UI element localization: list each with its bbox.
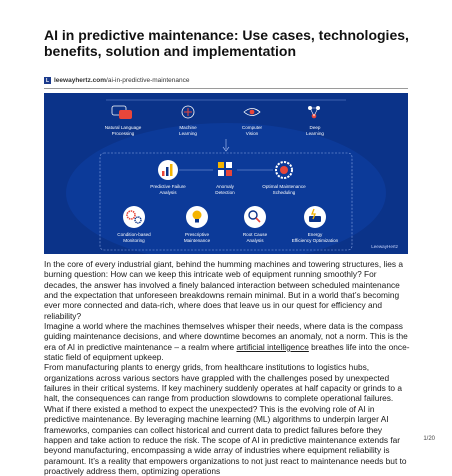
paragraph-1: In the core of every industrial giant, behind the humming machines and towering structures, lies a burning question: How can we keep this intricate web of equipment running smoothly? For decades, the answer has involved a finely balanced interaction between scheduled maintenance and the expectation that unforeseen breakdowns remain minimal. But in a world that’s becoming ever more connected and data-rich, where does that leave us in our quest for efficiency and reliability? xyxy=(44,259,403,321)
tech-4-line2: Learning xyxy=(306,131,324,136)
tech-2-line2: Learning xyxy=(179,131,197,136)
paragraph-2-end: breathes life into the once-static field of equipment upkeep. xyxy=(44,341,410,363)
tech-1-line2: Processing xyxy=(111,131,135,136)
tech-3-line1: Computer xyxy=(241,125,263,130)
title-divider xyxy=(44,88,408,89)
energy-icon xyxy=(304,206,326,228)
paragraph-2 xyxy=(44,321,410,362)
lightbulb-icon xyxy=(186,206,208,228)
outcome-2-line1: Prescriptive xyxy=(185,232,209,237)
tech-3-line2: Vision xyxy=(245,131,259,136)
paragraph-3: From manufacturing plants to energy grids, from healthcare institutions to logistics hubs, organizations across various sectors have grappled with the challenges posed by unexpected failures in their critical systems. If key machinery suddenly operates at half capacity or grinds to a halt, the consequences can range from production slowdowns to complete operational failures. xyxy=(44,362,403,404)
tech-4-line1: Deep xyxy=(309,125,321,130)
outcome-2-line2: Maintenance xyxy=(183,238,211,243)
article-body xyxy=(44,259,410,476)
site-logo-icon: L xyxy=(45,77,50,84)
magnifier-icon xyxy=(244,206,266,228)
paragraph-2-start: Imagine a world where the machines themselves whisper their needs, where data is the compass guiding maintenance decisions, and where downtime becomes an anomaly, not a norm. This is the era of AI in predictive maintenance – a realm where xyxy=(44,321,408,352)
paragraph-4: What if there existed a method to expect the unexpected? This is the evolving role of AI in predictive maintenance. By leveraging machine learning (ML) algorithms to underpin larger AI frameworks, companies can collect historical and current data to predict failures before they happen and take action to reduce the risk. The scope of AI in predictive maintenance extends far beyond manufacturing, encompassing a wide array of industries where equipment reliability is paramount. It’s a reality that empowers organizations to not just react to maintenance needs but to proactively address them, optimizing operations xyxy=(44,403,407,476)
chart-icon xyxy=(158,160,178,180)
artificial-intelligence-link[interactable]: artificial intelligence xyxy=(236,341,309,352)
gears-icon xyxy=(123,206,145,228)
outcome-3-line2: Analysis xyxy=(246,238,264,243)
page-number: 1/20 xyxy=(423,436,435,442)
outcome-3-line1: Root Cause xyxy=(242,232,268,237)
process-1-line2: Analysis xyxy=(159,190,177,195)
source-path[interactable]: /ai-in-predictive-maintenance xyxy=(106,77,190,84)
outcome-4-line1: Energy xyxy=(307,232,323,237)
process-3-line1: Optimal Maintenance xyxy=(262,184,306,189)
process-2-line2: Detection xyxy=(215,190,235,195)
page-title: AI in predictive maintenance: Use cases, technologies, benefits, solution and implementation xyxy=(44,27,409,59)
source-host[interactable]: leewayhertz.com xyxy=(54,77,107,84)
hero-diagram xyxy=(44,93,408,254)
tech-2-line1: Machine xyxy=(179,125,197,130)
process-3-line2: Scheduling xyxy=(272,190,296,195)
process-1-line1: Predictive Failure xyxy=(150,184,186,189)
outcome-1-line2: Monitoring xyxy=(123,238,145,243)
tech-1-line1: Natural Language xyxy=(104,125,142,130)
brand-watermark: LeewayHertz xyxy=(371,244,398,249)
outcome-4-line2: Efficiency Optimization xyxy=(291,238,339,243)
hero-infographic xyxy=(44,93,408,254)
outcome-1-line1: Condition-based xyxy=(117,232,151,237)
process-2-line1: Anomaly xyxy=(216,184,234,189)
source-line[interactable] xyxy=(44,77,190,84)
